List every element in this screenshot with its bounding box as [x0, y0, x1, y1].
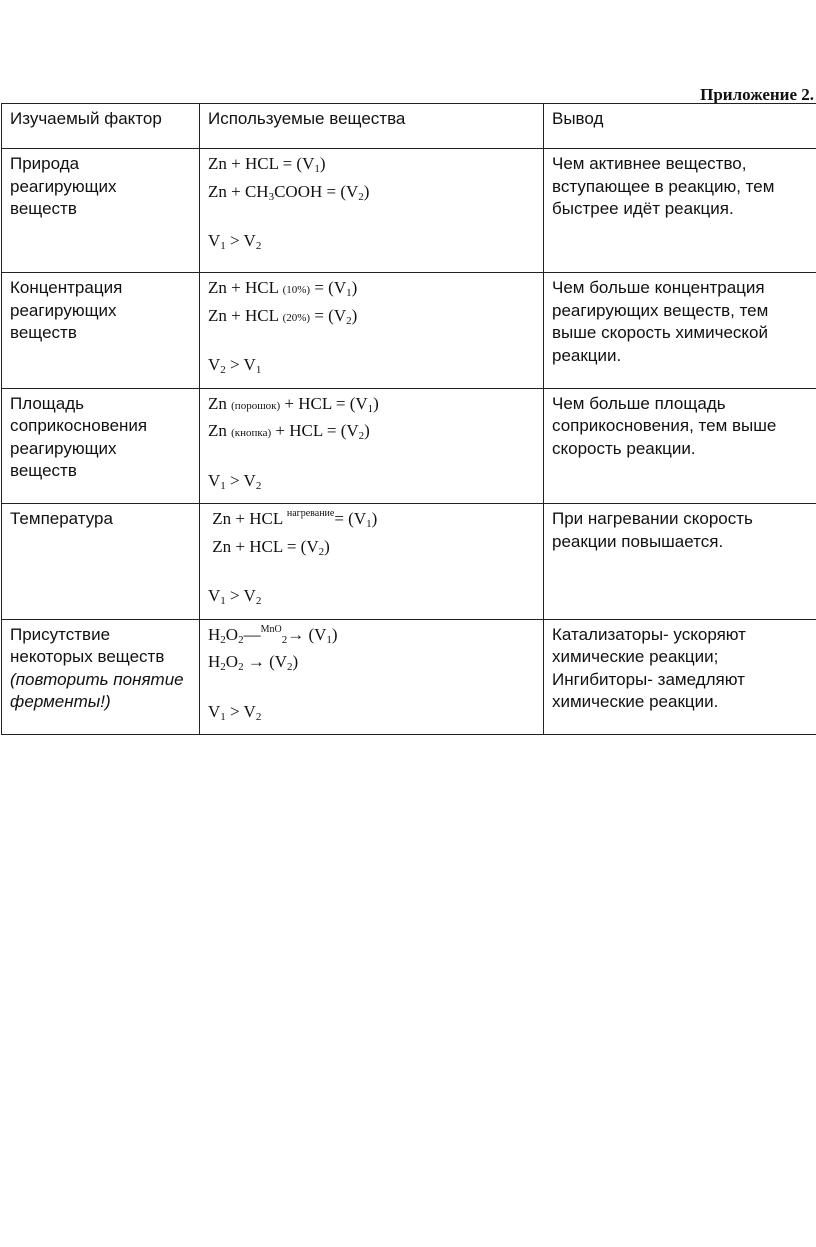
table-header-row: [2, 104, 816, 149]
table-row: [2, 388, 816, 504]
equation: Zn + HCL = $(V_2)$: [208, 536, 330, 558]
equation: Zn (кнопка) + HCL = $(V_2)$: [208, 421, 370, 442]
header-factor: Изучаемый фактор: [2, 104, 200, 149]
substances-cell: [200, 619, 544, 735]
rate-comparison: $V_1 > V_2$: [208, 470, 262, 492]
table-row: [2, 149, 816, 273]
header-substances: Используемые вещества: [200, 104, 544, 149]
conclusion-cell: При нагревании скорость реакции повышается.: [544, 504, 816, 620]
equation: Zn + HCL $^{нагревание}= (V_1)$: [208, 508, 378, 530]
conclusion-cell: Чем больше площадь соприкосновения, тем выше скорость реакции.: [544, 388, 816, 504]
rate-comparison: $V_1 > V_2$: [208, 586, 262, 607]
rate-comparison: $V_2 > V_1$: [208, 355, 262, 376]
factor-cell: Присутствие некоторых веществ (повторить понятие ферменты!): [2, 619, 200, 735]
substances-cell: [200, 504, 544, 620]
equation: $Zn + CH_3COOH = (V_2)$: [208, 181, 370, 203]
conclusion-cell: Чем активнее вещество, вступающее в реакцию, тем быстрее идёт реакция.: [544, 149, 816, 273]
equation: Zn + HCL $(20\%) = (V_2)$: [208, 305, 358, 327]
equation: Zn + HCL $(10\%) = (V_1)$: [208, 278, 358, 299]
conclusion-cell: Катализаторы- ускоряют химические реакции; Ингибиторы- замедляют химические реакции.: [544, 619, 816, 735]
equation: $H_2O_2 \to (V_2)$: [208, 652, 299, 673]
equation: Zn + HCL = $(V_1)$: [208, 154, 326, 175]
conclusion-cell: Чем больше концентрация реагирующих веществ, тем выше скорость химической реакции.: [544, 273, 816, 389]
rate-comparison: $V_1 > V_2$: [208, 701, 262, 723]
factor-cell: Природа реагирующих веществ: [2, 149, 200, 273]
substances-cell: [200, 273, 544, 389]
table-row: [2, 504, 816, 620]
appendix-label: Приложение 2.: [700, 85, 814, 104]
factors-table: [1, 103, 816, 735]
header-conclusion: Вывод: [544, 104, 816, 149]
substances-cell: [200, 388, 544, 504]
equation: $H_2O_2—^{MnO}_2\to (V_1)$: [208, 623, 338, 646]
rate-comparison: $V_1 > V_2$: [208, 231, 262, 252]
table-row: [2, 619, 816, 735]
factor-cell: Температура: [2, 504, 200, 620]
table-row: [2, 273, 816, 389]
equation: Zn (порошок) + HCL = $(V_1)$: [208, 393, 379, 415]
substances-cell: [200, 149, 544, 273]
factor-cell: Площадь соприкосновения реагирующих веществ: [2, 388, 200, 504]
factor-cell: Концентрация реагирующих веществ: [2, 273, 200, 389]
